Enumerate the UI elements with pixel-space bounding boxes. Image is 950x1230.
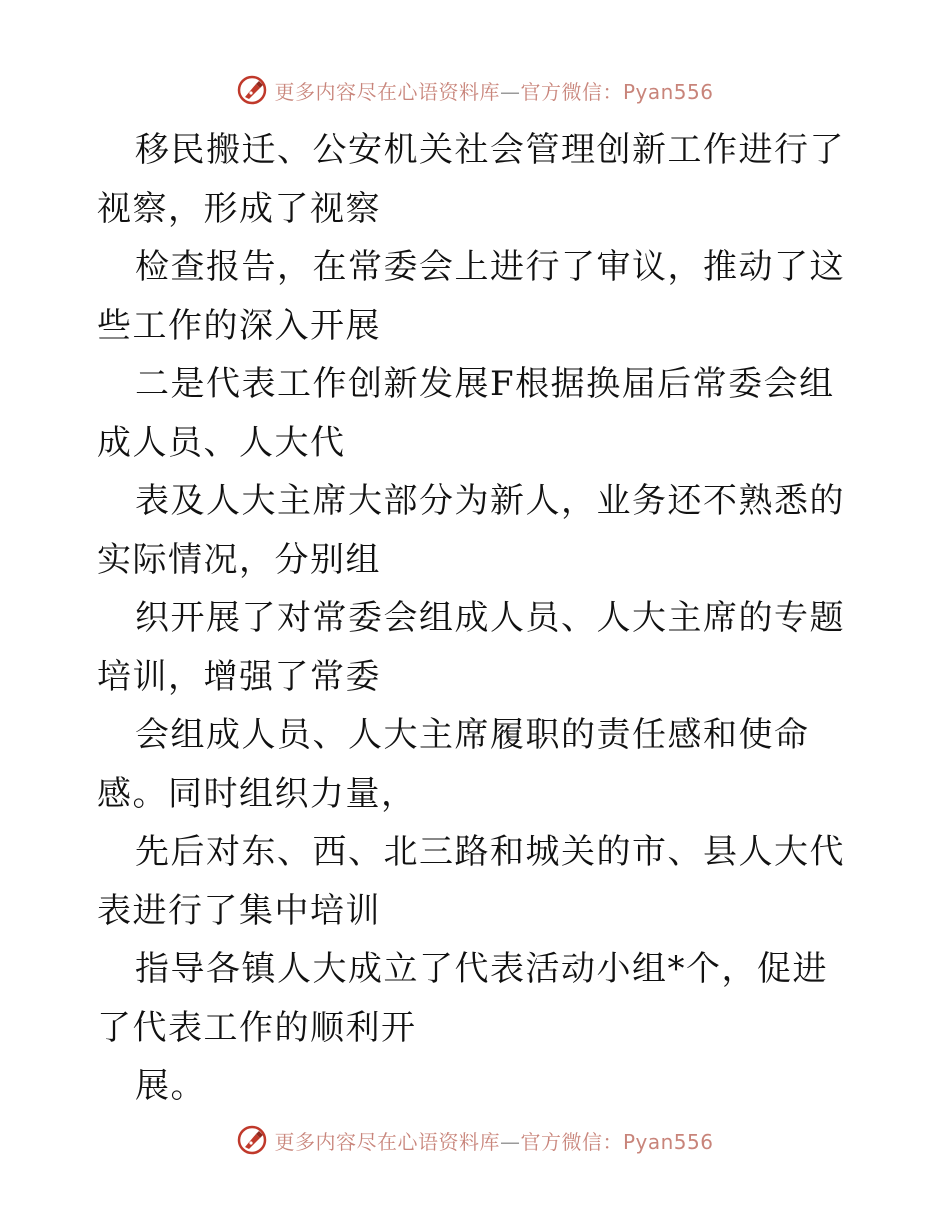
banner-title: 更多内容尽在心语资料库 <box>274 1129 500 1154</box>
paragraph: 二是代表工作创新发展F根据换届后常委会组成人员、人大代 <box>97 364 835 463</box>
paragraph: 移民搬迁、公安机关社会管理创新工作进行了视察，形成了视察 <box>97 130 845 229</box>
document-body <box>97 121 857 1116</box>
banner-title: 更多内容尽在心语资料库 <box>274 79 500 104</box>
footer-banner <box>0 1120 950 1160</box>
banner-wechat: 官方微信：Pyan556 <box>520 79 714 104</box>
pen-nib-circle-icon <box>236 1124 268 1156</box>
paragraph: 会组成人员、人大主席履职的责任感和使命感。同时组织力量， <box>97 715 810 814</box>
paragraph: 织开展了对常委会组成人员、人大主席的专题培训，增强了常委 <box>97 598 845 697</box>
header-banner <box>0 70 950 110</box>
paragraph: 指导各镇人大成立了代表活动小组*个，促进了代表工作的顺利开 <box>97 949 828 1048</box>
banner-separator: — <box>499 79 521 104</box>
banner-wechat: 官方微信：Pyan556 <box>520 1129 714 1154</box>
paragraph: 展。 <box>135 1066 206 1106</box>
paragraph: 检查报告，在常委会上进行了审议，推动了这些工作的深入开展 <box>97 247 845 346</box>
banner-text <box>274 1126 713 1155</box>
banner-separator: — <box>499 1129 521 1154</box>
pen-nib-circle-icon <box>236 74 268 106</box>
paragraph: 表及人大主席大部分为新人，业务还不熟悉的实际情况，分别组 <box>97 481 845 580</box>
banner-text <box>274 76 713 105</box>
paragraph: 先后对东、西、北三路和城关的市、县人大代表进行了集中培训 <box>97 832 845 931</box>
